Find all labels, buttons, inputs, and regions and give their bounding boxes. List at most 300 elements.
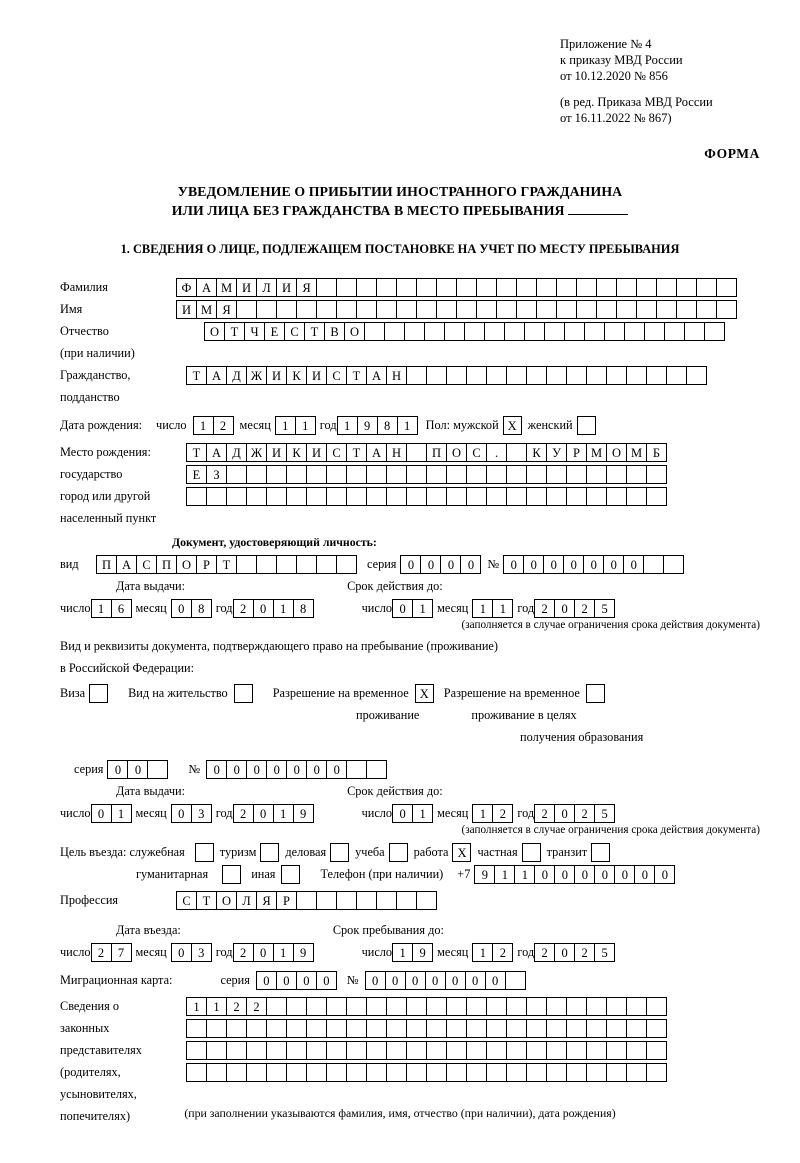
form-cell[interactable]: С (284, 322, 305, 341)
form-cell[interactable]: К (526, 443, 547, 462)
form-cell[interactable] (566, 487, 587, 506)
form-cell[interactable]: Т (186, 366, 207, 385)
form-cell[interactable] (444, 322, 465, 341)
form-cell[interactable] (296, 300, 317, 319)
form-cell[interactable] (506, 1041, 527, 1060)
form-cell[interactable]: К (286, 366, 307, 385)
form-cell[interactable] (386, 1019, 407, 1038)
form-cell[interactable] (516, 300, 537, 319)
form-cell[interactable]: З (206, 465, 227, 484)
form-cell[interactable] (446, 997, 467, 1016)
form-cell[interactable]: 1 (206, 997, 227, 1016)
form-cell[interactable] (704, 322, 725, 341)
form-cell[interactable] (376, 300, 397, 319)
form-cell[interactable] (466, 1041, 487, 1060)
form-cell[interactable]: 0 (603, 555, 624, 574)
form-cell[interactable]: Ж (246, 366, 267, 385)
form-cell[interactable]: Т (224, 322, 245, 341)
form-cell[interactable] (386, 465, 407, 484)
form-cell[interactable] (426, 487, 447, 506)
purpose-business-checkbox[interactable] (330, 843, 349, 862)
form-cell[interactable] (384, 322, 405, 341)
form-cell[interactable]: И (176, 300, 197, 319)
form-cell[interactable] (606, 366, 627, 385)
form-cell[interactable]: 1 (472, 599, 493, 618)
migration-series-input[interactable] (256, 971, 337, 990)
form-cell[interactable] (456, 278, 477, 297)
form-cell[interactable] (266, 1063, 287, 1082)
form-cell[interactable]: К (286, 443, 307, 462)
form-cell[interactable] (684, 322, 705, 341)
form-cell[interactable] (566, 1063, 587, 1082)
form-cell[interactable] (566, 997, 587, 1016)
form-cell[interactable] (506, 443, 527, 462)
form-cell[interactable] (346, 1063, 367, 1082)
form-cell[interactable]: А (116, 555, 137, 574)
sex-male-checkbox[interactable]: X (503, 416, 522, 435)
form-cell[interactable]: 0 (91, 804, 112, 823)
form-cell[interactable] (696, 278, 717, 297)
form-cell[interactable] (266, 1019, 287, 1038)
form-cell[interactable]: 0 (563, 555, 584, 574)
form-cell[interactable]: 0 (554, 865, 575, 884)
form-cell[interactable]: О (204, 322, 225, 341)
form-cell[interactable]: Н (386, 443, 407, 462)
form-cell[interactable] (226, 1041, 247, 1060)
form-cell[interactable] (416, 891, 437, 910)
form-cell[interactable] (306, 1063, 327, 1082)
form-cell[interactable] (496, 300, 517, 319)
iddoc-type-input[interactable] (96, 555, 357, 574)
form-cell[interactable]: 0 (276, 971, 297, 990)
form-cell[interactable] (626, 997, 647, 1016)
form-cell[interactable] (356, 278, 377, 297)
form-cell[interactable]: 0 (171, 943, 192, 962)
form-cell[interactable] (586, 1041, 607, 1060)
form-cell[interactable]: А (366, 443, 387, 462)
form-cell[interactable]: 0 (296, 971, 317, 990)
form-cell[interactable]: 2 (213, 416, 234, 435)
form-cell[interactable]: У (546, 443, 567, 462)
form-cell[interactable]: 2 (574, 943, 595, 962)
form-cell[interactable] (604, 322, 625, 341)
form-cell[interactable]: 0 (574, 865, 595, 884)
form-cell[interactable] (446, 1063, 467, 1082)
form-cell[interactable] (646, 487, 667, 506)
form-cell[interactable] (396, 891, 417, 910)
form-cell[interactable] (396, 300, 417, 319)
form-cell[interactable]: Б (646, 443, 667, 462)
form-cell[interactable] (366, 1019, 387, 1038)
form-cell[interactable] (296, 891, 317, 910)
form-cell[interactable]: Ж (246, 443, 267, 462)
permit-valid-year-input[interactable] (534, 804, 615, 823)
form-cell[interactable] (356, 891, 377, 910)
form-cell[interactable]: 9 (293, 943, 314, 962)
form-cell[interactable] (206, 1063, 227, 1082)
form-cell[interactable]: М (216, 278, 237, 297)
form-cell[interactable]: Р (196, 555, 217, 574)
form-cell[interactable] (246, 1041, 267, 1060)
form-cell[interactable]: 0 (253, 804, 274, 823)
form-cell[interactable] (226, 465, 247, 484)
form-cell[interactable] (616, 300, 637, 319)
form-cell[interactable] (226, 487, 247, 506)
form-cell[interactable]: 1 (275, 416, 296, 435)
form-cell[interactable] (616, 278, 637, 297)
form-cell[interactable] (505, 971, 526, 990)
form-cell[interactable] (466, 997, 487, 1016)
form-cell[interactable]: 0 (266, 760, 287, 779)
form-cell[interactable] (486, 1041, 507, 1060)
form-cell[interactable] (686, 366, 707, 385)
form-cell[interactable] (386, 997, 407, 1016)
form-cell[interactable] (696, 300, 717, 319)
form-cell[interactable]: 9 (357, 416, 378, 435)
form-cell[interactable]: 2 (534, 943, 555, 962)
form-cell[interactable]: И (236, 278, 257, 297)
form-cell[interactable] (466, 487, 487, 506)
form-cell[interactable]: 1 (111, 804, 132, 823)
form-cell[interactable]: 0 (306, 760, 327, 779)
form-cell[interactable] (316, 300, 337, 319)
form-cell[interactable] (584, 322, 605, 341)
form-cell[interactable]: 1 (392, 943, 413, 962)
form-cell[interactable] (266, 487, 287, 506)
form-cell[interactable] (506, 366, 527, 385)
form-cell[interactable] (346, 760, 367, 779)
form-cell[interactable] (546, 1041, 567, 1060)
form-cell[interactable] (636, 300, 657, 319)
stay-month-input[interactable] (472, 943, 513, 962)
form-cell[interactable] (546, 465, 567, 484)
form-cell[interactable] (206, 1041, 227, 1060)
form-cell[interactable] (316, 891, 337, 910)
form-cell[interactable] (586, 366, 607, 385)
form-cell[interactable]: 1 (514, 865, 535, 884)
form-cell[interactable] (426, 1019, 447, 1038)
form-cell[interactable] (556, 278, 577, 297)
form-cell[interactable]: Ч (244, 322, 265, 341)
permit-number-input[interactable] (206, 760, 387, 779)
form-cell[interactable] (566, 1019, 587, 1038)
form-cell[interactable]: 9 (412, 943, 433, 962)
iddoc-number-input[interactable] (503, 555, 684, 574)
form-cell[interactable] (486, 1063, 507, 1082)
form-cell[interactable] (626, 1063, 647, 1082)
permit-issue-year-input[interactable] (233, 804, 314, 823)
form-cell[interactable]: Е (186, 465, 207, 484)
form-cell[interactable]: 0 (226, 760, 247, 779)
form-cell[interactable] (326, 1063, 347, 1082)
form-cell[interactable]: О (606, 443, 627, 462)
form-cell[interactable] (266, 1041, 287, 1060)
form-cell[interactable]: Т (346, 443, 367, 462)
form-cell[interactable] (646, 997, 667, 1016)
form-cell[interactable] (596, 300, 617, 319)
form-cell[interactable] (426, 1041, 447, 1060)
edu-residence-checkbox[interactable] (586, 684, 605, 703)
form-cell[interactable]: Р (276, 891, 297, 910)
form-cell[interactable] (346, 997, 367, 1016)
form-cell[interactable] (316, 278, 337, 297)
legal-rep-input-row1[interactable] (186, 997, 667, 1016)
form-cell[interactable] (386, 487, 407, 506)
form-cell[interactable]: Т (304, 322, 325, 341)
purpose-tourism-checkbox[interactable] (260, 843, 279, 862)
form-cell[interactable] (376, 891, 397, 910)
entry-year-input[interactable] (233, 943, 314, 962)
form-cell[interactable] (486, 487, 507, 506)
form-cell[interactable] (526, 1063, 547, 1082)
form-cell[interactable] (266, 465, 287, 484)
id-valid-month-input[interactable] (472, 599, 513, 618)
form-cell[interactable] (147, 760, 168, 779)
entry-day-input[interactable] (91, 943, 132, 962)
form-cell[interactable]: 1 (193, 416, 214, 435)
form-cell[interactable] (546, 1063, 567, 1082)
form-cell[interactable] (484, 322, 505, 341)
form-cell[interactable]: 7 (111, 943, 132, 962)
form-cell[interactable]: 1 (412, 599, 433, 618)
form-cell[interactable]: Т (186, 443, 207, 462)
form-cell[interactable] (436, 278, 457, 297)
form-cell[interactable] (306, 1041, 327, 1060)
form-cell[interactable] (664, 322, 685, 341)
birthplace-input-row1[interactable] (186, 443, 667, 462)
form-cell[interactable] (346, 487, 367, 506)
form-cell[interactable]: 0 (171, 599, 192, 618)
form-cell[interactable]: 9 (293, 804, 314, 823)
form-cell[interactable] (326, 465, 347, 484)
form-cell[interactable] (506, 487, 527, 506)
form-cell[interactable]: 0 (523, 555, 544, 574)
form-cell[interactable]: 0 (253, 943, 274, 962)
form-cell[interactable]: 0 (316, 971, 337, 990)
form-cell[interactable] (306, 465, 327, 484)
form-cell[interactable] (416, 300, 437, 319)
form-cell[interactable] (426, 997, 447, 1016)
form-cell[interactable] (306, 997, 327, 1016)
form-cell[interactable]: 2 (91, 943, 112, 962)
form-cell[interactable] (506, 465, 527, 484)
form-cell[interactable]: 0 (107, 760, 128, 779)
form-cell[interactable]: С (326, 366, 347, 385)
form-cell[interactable]: 0 (554, 943, 575, 962)
form-cell[interactable] (716, 300, 737, 319)
form-cell[interactable]: 0 (623, 555, 644, 574)
form-cell[interactable]: 5 (594, 943, 615, 962)
permit-series-input[interactable] (107, 760, 168, 779)
form-cell[interactable]: 2 (574, 804, 595, 823)
form-cell[interactable]: 1 (494, 865, 515, 884)
form-cell[interactable] (626, 487, 647, 506)
form-cell[interactable] (256, 555, 277, 574)
birth-year-input[interactable] (337, 416, 418, 435)
form-cell[interactable] (466, 1019, 487, 1038)
form-cell[interactable]: 8 (191, 599, 212, 618)
form-cell[interactable]: 3 (191, 943, 212, 962)
form-cell[interactable] (636, 278, 657, 297)
form-cell[interactable] (466, 465, 487, 484)
profession-input[interactable] (176, 891, 437, 910)
form-cell[interactable]: Л (236, 891, 257, 910)
purpose-other-checkbox[interactable] (281, 865, 300, 884)
form-cell[interactable] (286, 1041, 307, 1060)
form-cell[interactable] (406, 443, 427, 462)
form-cell[interactable]: О (176, 555, 197, 574)
form-cell[interactable]: 1 (273, 804, 294, 823)
form-cell[interactable] (276, 555, 297, 574)
form-cell[interactable] (446, 1019, 467, 1038)
form-cell[interactable] (546, 487, 567, 506)
form-cell[interactable] (366, 487, 387, 506)
form-cell[interactable]: С (176, 891, 197, 910)
form-cell[interactable] (226, 1019, 247, 1038)
form-cell[interactable]: 2 (534, 599, 555, 618)
form-cell[interactable]: Л (256, 278, 277, 297)
form-cell[interactable]: И (266, 366, 287, 385)
patronymic-input[interactable] (204, 322, 725, 341)
form-cell[interactable]: Е (264, 322, 285, 341)
visa-checkbox[interactable] (89, 684, 108, 703)
form-cell[interactable] (436, 300, 457, 319)
form-cell[interactable]: С (466, 443, 487, 462)
form-cell[interactable] (186, 1019, 207, 1038)
form-cell[interactable] (246, 487, 267, 506)
form-cell[interactable] (476, 278, 497, 297)
form-cell[interactable]: Я (256, 891, 277, 910)
form-cell[interactable] (646, 366, 667, 385)
form-cell[interactable] (536, 278, 557, 297)
form-cell[interactable] (626, 1019, 647, 1038)
form-cell[interactable] (186, 487, 207, 506)
form-cell[interactable] (596, 278, 617, 297)
form-cell[interactable] (656, 300, 677, 319)
form-cell[interactable]: 3 (191, 804, 212, 823)
birthplace-input-row2[interactable] (186, 465, 667, 484)
legal-rep-input-row3[interactable] (186, 1041, 667, 1060)
form-cell[interactable] (386, 1041, 407, 1060)
form-cell[interactable] (586, 465, 607, 484)
purpose-private-checkbox[interactable] (522, 843, 541, 862)
form-cell[interactable] (236, 555, 257, 574)
form-cell[interactable]: 1 (91, 599, 112, 618)
form-cell[interactable] (624, 322, 645, 341)
form-cell[interactable] (426, 1063, 447, 1082)
form-cell[interactable] (476, 300, 497, 319)
form-cell[interactable] (446, 1041, 467, 1060)
form-cell[interactable] (346, 1041, 367, 1060)
form-cell[interactable] (606, 1019, 627, 1038)
id-issue-year-input[interactable] (233, 599, 314, 618)
form-cell[interactable]: И (266, 443, 287, 462)
form-cell[interactable] (544, 322, 565, 341)
form-cell[interactable]: С (326, 443, 347, 462)
form-cell[interactable] (526, 487, 547, 506)
form-cell[interactable] (376, 278, 397, 297)
purpose-study-checkbox[interactable] (389, 843, 408, 862)
form-cell[interactable] (206, 1019, 227, 1038)
form-cell[interactable]: 0 (614, 865, 635, 884)
form-cell[interactable] (296, 555, 317, 574)
form-cell[interactable]: 0 (503, 555, 524, 574)
form-cell[interactable] (536, 300, 557, 319)
form-cell[interactable] (246, 1063, 267, 1082)
form-cell[interactable] (406, 366, 427, 385)
form-cell[interactable]: С (136, 555, 157, 574)
purpose-humanitarian-checkbox[interactable] (222, 865, 241, 884)
form-cell[interactable] (326, 997, 347, 1016)
form-cell[interactable] (644, 322, 665, 341)
form-cell[interactable] (626, 465, 647, 484)
form-cell[interactable] (266, 997, 287, 1016)
form-cell[interactable] (424, 322, 445, 341)
form-cell[interactable]: П (156, 555, 177, 574)
form-cell[interactable]: О (446, 443, 467, 462)
iddoc-series-input[interactable] (400, 555, 481, 574)
form-cell[interactable] (524, 322, 545, 341)
residence-permit-checkbox[interactable] (234, 684, 253, 703)
form-cell[interactable] (646, 1063, 667, 1082)
form-cell[interactable] (366, 760, 387, 779)
form-cell[interactable] (486, 997, 507, 1016)
id-issue-day-input[interactable] (91, 599, 132, 618)
form-cell[interactable] (646, 1019, 667, 1038)
form-cell[interactable]: 2 (492, 943, 513, 962)
sex-female-checkbox[interactable] (577, 416, 596, 435)
temp-residence-checkbox[interactable]: X (415, 684, 434, 703)
form-cell[interactable]: А (206, 366, 227, 385)
form-cell[interactable] (406, 1041, 427, 1060)
form-cell[interactable] (186, 1063, 207, 1082)
form-cell[interactable]: 0 (460, 555, 481, 574)
form-cell[interactable]: 0 (256, 971, 277, 990)
form-cell[interactable] (486, 366, 507, 385)
id-valid-day-input[interactable] (392, 599, 433, 618)
form-cell[interactable]: 0 (365, 971, 386, 990)
form-cell[interactable]: 0 (405, 971, 426, 990)
form-cell[interactable]: 0 (425, 971, 446, 990)
form-cell[interactable] (576, 300, 597, 319)
form-cell[interactable] (336, 891, 357, 910)
form-cell[interactable]: 0 (543, 555, 564, 574)
form-cell[interactable] (256, 300, 277, 319)
form-cell[interactable] (346, 465, 367, 484)
form-cell[interactable] (326, 487, 347, 506)
form-cell[interactable] (496, 278, 517, 297)
form-cell[interactable] (336, 278, 357, 297)
form-cell[interactable]: 0 (654, 865, 675, 884)
form-cell[interactable]: 2 (233, 943, 254, 962)
form-cell[interactable] (306, 487, 327, 506)
form-cell[interactable] (366, 1041, 387, 1060)
form-cell[interactable]: 0 (554, 599, 575, 618)
form-cell[interactable]: 1 (397, 416, 418, 435)
form-cell[interactable]: 1 (186, 997, 207, 1016)
permit-issue-month-input[interactable] (171, 804, 212, 823)
form-cell[interactable] (466, 1063, 487, 1082)
form-cell[interactable]: 0 (326, 760, 347, 779)
form-cell[interactable]: 0 (206, 760, 227, 779)
purpose-service-checkbox[interactable] (195, 843, 214, 862)
entry-month-input[interactable] (171, 943, 212, 962)
id-issue-month-input[interactable] (171, 599, 212, 618)
stay-day-input[interactable] (392, 943, 433, 962)
form-cell[interactable] (366, 997, 387, 1016)
form-cell[interactable] (486, 465, 507, 484)
form-cell[interactable]: 2 (492, 804, 513, 823)
